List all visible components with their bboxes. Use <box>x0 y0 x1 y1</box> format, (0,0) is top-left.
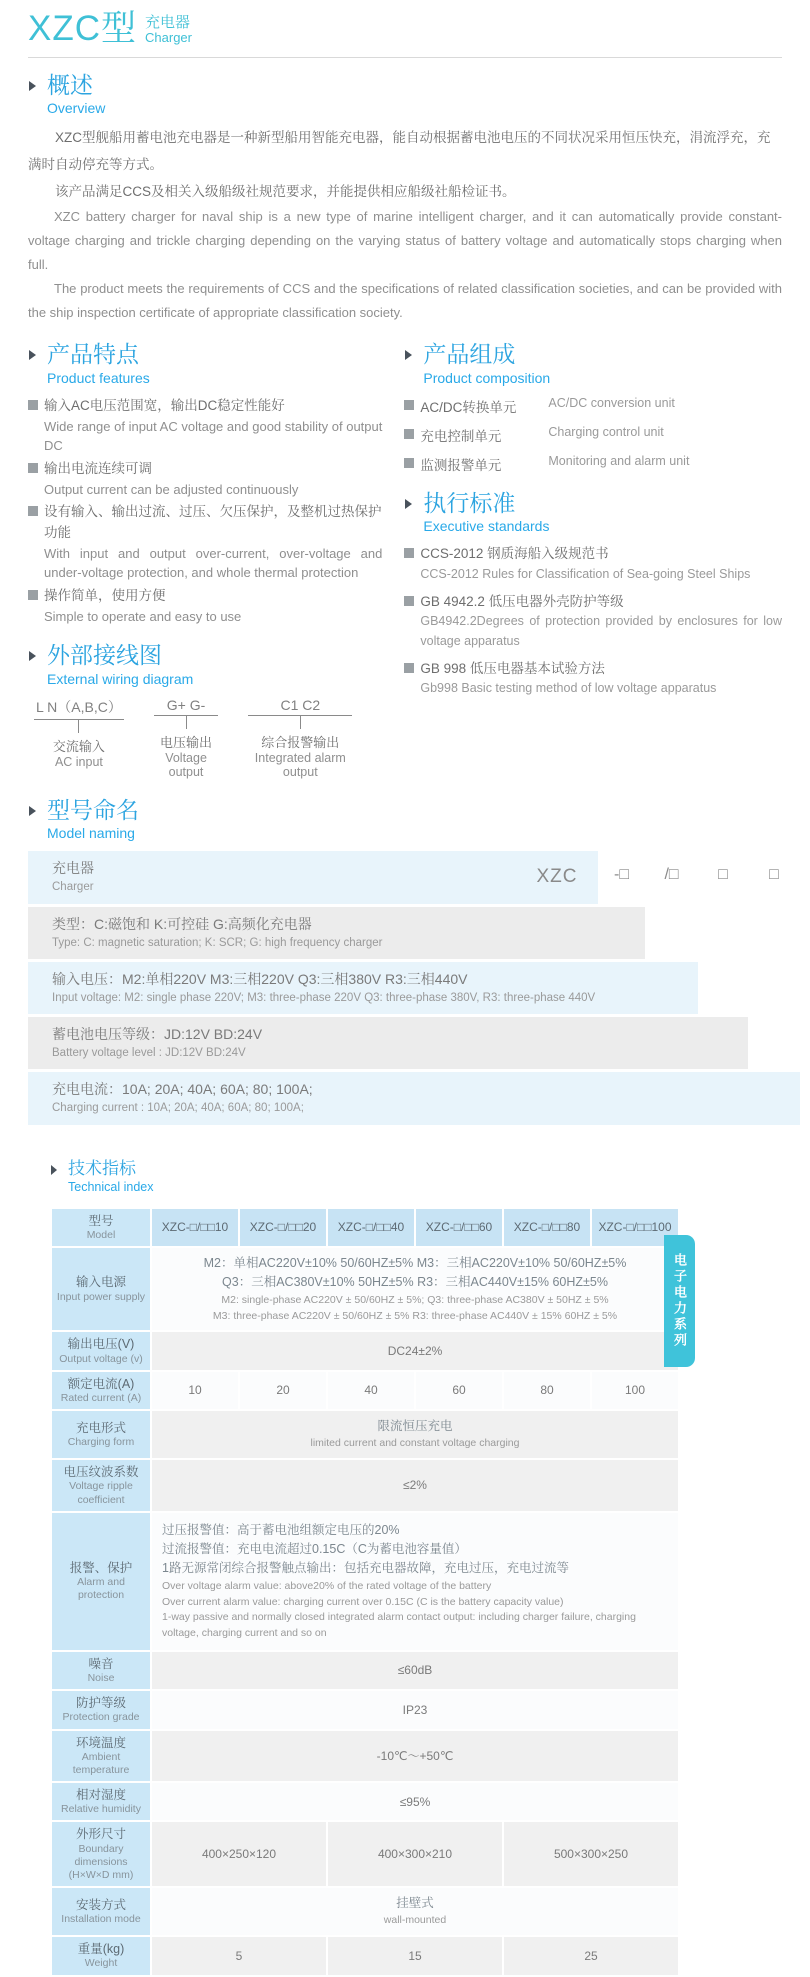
model-naming-staircase <box>28 851 800 1124</box>
triangle-bullet-icon <box>405 499 412 509</box>
terminal-tick <box>300 716 301 729</box>
tech-heading <box>50 1159 782 1195</box>
section-features <box>28 341 382 626</box>
label-en: Alarm and protection <box>77 1576 125 1602</box>
rated-current-cell: 40 <box>328 1372 414 1409</box>
feature-en: Output current can be adjusted continuously <box>44 481 299 497</box>
model-code-box-3: □ <box>718 866 728 884</box>
features-heading-en: Product features <box>47 369 150 386</box>
wiring-heading-zh: 外部接线图 <box>47 642 162 669</box>
naming-row-zh: 输入电压：M2:单相220V M3:三相220V Q3:三相380V R3:三相440V <box>52 970 468 987</box>
value-line: Q3：三相AC380V±10% 50HZ±5% R3：三相AC440V±15% 60HZ±5% <box>222 1275 608 1290</box>
noise-value-cell: ≤60dB <box>152 1652 678 1689</box>
terminal-group-ac <box>34 697 124 779</box>
feature-zh: 操作简单，使用方便 <box>44 587 166 603</box>
model-header-cell: XZC-□/□□60 <box>416 1209 502 1246</box>
terminal-zh: 综合报警输出 <box>261 734 340 750</box>
naming-row-charging-current <box>28 1072 800 1124</box>
overview-paragraph-zh-1: XZC型舰船用蓄电池充电器是一种新型船用智能充电器，能自动根据蓄电池电压的不同状况采用恒压快充，涓流浮充，充满时自动停充等方式。 <box>28 130 771 173</box>
standard-item <box>404 659 782 699</box>
terminal-zh: 交流输入 <box>52 738 105 754</box>
section-overview <box>28 72 782 326</box>
naming-row-en: Charger <box>52 881 94 894</box>
label-en: Input power supply <box>56 1290 146 1303</box>
composition-heading-en: Product composition <box>423 369 551 386</box>
composition-heading <box>404 341 782 386</box>
label-zh: 充电形式 <box>75 1420 126 1435</box>
overview-heading <box>28 72 782 117</box>
value-line: M2: single-phase AC220V ± 50/60HZ ± 5%; Q3: three-phase AC380V ± 50HZ ± 5% <box>221 1293 609 1306</box>
protection-value-cell: IP23 <box>152 1691 678 1728</box>
terminal-tick <box>78 720 79 733</box>
naming-row-en: Charging current : 10A; 20A; 40A; 60A; 80; 100A; <box>52 1102 304 1115</box>
composition-en: AC/DC conversion unit <box>548 395 675 410</box>
page-header <box>28 0 782 49</box>
row-label-cell <box>52 1652 150 1689</box>
label-zh: 额定电流(A) <box>67 1376 135 1391</box>
terminal-label: C1 C2 <box>248 697 352 716</box>
overview-heading-zh: 概述 <box>47 71 93 98</box>
dimensions-cell: 400×250×120 <box>152 1822 326 1886</box>
model-header-cell: XZC-□/□□80 <box>504 1209 590 1246</box>
terminal-en: AC input <box>54 754 103 769</box>
section-composition <box>404 341 782 474</box>
label-en: Output voltage (v) <box>59 1352 143 1365</box>
row-label-cell <box>52 1783 150 1820</box>
square-bullet-icon <box>404 596 414 606</box>
table-row-installation <box>52 1888 678 1935</box>
model-header-cell: XZC-□/□□40 <box>328 1209 414 1246</box>
naming-heading <box>28 797 782 842</box>
composition-zh: AC/DC转换单元 <box>420 399 517 415</box>
output-voltage-value-cell: DC24±2% <box>152 1332 678 1369</box>
value-line: Over voltage alarm value: above20% of the rated voltage of the battery <box>162 1579 492 1592</box>
value-line: 1路无源常闭综合报警触点输出：包括充电器故障，充电过压，充电过流等 <box>162 1561 569 1576</box>
overview-heading-en: Overview <box>47 99 106 116</box>
rated-current-cell: 60 <box>416 1372 502 1409</box>
section-model-naming <box>28 797 782 1125</box>
label-en: Noise <box>87 1672 115 1685</box>
product-title-en: Charger <box>145 30 192 46</box>
square-bullet-icon <box>28 590 38 600</box>
row-label-cell <box>52 1248 150 1330</box>
value-line: wall-mounted <box>383 1914 447 1927</box>
triangle-bullet-icon <box>29 806 36 816</box>
installation-value-cell <box>152 1888 678 1935</box>
model-code-box-4: □ <box>769 866 779 884</box>
composition-item <box>404 396 782 416</box>
square-bullet-icon <box>404 663 414 673</box>
table-row-alarm <box>52 1513 678 1650</box>
section-wiring-diagram <box>28 642 382 779</box>
composition-heading-zh: 产品组成 <box>423 341 516 368</box>
feature-en: Wide range of input AC voltage and good stability of output DC <box>44 418 383 454</box>
table-row-ripple <box>52 1460 678 1511</box>
table-row-model <box>52 1209 678 1246</box>
label-zh: 相对湿度 <box>75 1788 126 1803</box>
label-zh: 重量(kg) <box>77 1942 125 1957</box>
section-technical-index <box>50 1159 782 1977</box>
terminal-en: Voltage output <box>165 750 207 779</box>
feature-item <box>28 586 382 626</box>
label-zh: 型号 <box>88 1213 114 1228</box>
standard-en: GB4942.2Degrees of protection provided by enclosures for low voltage apparatus <box>420 614 782 648</box>
series-side-tab: 电子电力系列 <box>664 1235 695 1367</box>
composition-en: Charging control unit <box>548 424 664 439</box>
table-row-noise <box>52 1652 678 1689</box>
terminal-tick <box>186 716 187 729</box>
model-header-cell: XZC-□/□□20 <box>240 1209 326 1246</box>
terminal-label: L N（A,B,C） <box>34 697 124 720</box>
feature-zh: 设有输入、输出过流、过压、欠压保护，及整机过热保护功能 <box>44 504 382 541</box>
row-label-cell <box>52 1691 150 1728</box>
features-heading-zh: 产品特点 <box>47 341 139 368</box>
ripple-value-cell: ≤2% <box>152 1460 678 1511</box>
rated-current-cell: 80 <box>504 1372 590 1409</box>
section-standards <box>404 490 782 699</box>
feature-item <box>28 502 382 583</box>
label-en: Voltage ripple coefficient <box>69 1480 133 1506</box>
square-bullet-icon <box>404 400 414 410</box>
overview-paragraph-en-2: The product meets the requirements of CCS and the specifications of related classification societies, and can be provided with the ship inspection certificate of appropriate classification society. <box>28 281 782 321</box>
wiring-heading <box>28 642 382 687</box>
feature-zh: 输入AC电压范围宽，输出DC稳定性能好 <box>44 397 285 413</box>
label-en: Relative humidity <box>61 1803 141 1816</box>
product-title-stack <box>145 10 192 46</box>
table-row-protection <box>52 1691 678 1728</box>
standard-zh: GB 998 低压电器基本试验方法 <box>420 660 605 676</box>
feature-item <box>28 396 382 456</box>
terminal-group-voltage <box>154 697 218 779</box>
label-zh: 报警、保护 <box>69 1560 133 1575</box>
value-line: 过流报警值：充电电流超过0.15C（C为蓄电池容量值） <box>162 1542 467 1557</box>
naming-row-type <box>28 907 645 959</box>
header-divider <box>28 57 782 58</box>
naming-row-en: Input voltage: M2: single phase 220V; M3: three-phase 220V Q3: three-phase 380V, R3: three-phase 440V <box>52 991 596 1004</box>
table-row-rated-current <box>52 1372 678 1409</box>
label-en: Model <box>86 1228 116 1241</box>
value-line: M2：单相AC220V±10% 50/60HZ±5% M3：三相AC220V±10% 50/60HZ±5% <box>203 1256 627 1271</box>
label-en: Weight <box>84 1957 118 1970</box>
rated-current-cell: 10 <box>152 1372 238 1409</box>
feature-en: With input and output over-current, over-voltage and under-voltage protection, and whole thermal protection <box>44 545 383 581</box>
tech-heading-zh: 技术指标 <box>68 1158 136 1178</box>
label-en: Rated current (A) <box>60 1391 142 1404</box>
dimensions-cell: 400×300×210 <box>328 1822 502 1886</box>
table-row-ambient <box>52 1731 678 1782</box>
model-code-box-1: -□ <box>614 866 629 884</box>
wiring-heading-en: External wiring diagram <box>47 670 194 687</box>
rated-current-cell: 20 <box>240 1372 326 1409</box>
naming-row-input-voltage <box>28 962 698 1014</box>
product-title-zh: 充电器 <box>145 14 191 31</box>
triangle-bullet-icon <box>29 350 36 360</box>
model-code-box-2: /□ <box>664 866 679 884</box>
composition-en: Monitoring and alarm unit <box>548 453 690 468</box>
value-line: limited current and constant voltage charging <box>310 1437 520 1450</box>
charging-form-value-cell <box>152 1411 678 1458</box>
terminal-zh: 电压输出 <box>160 734 213 750</box>
standards-heading-en: Executive standards <box>423 518 550 535</box>
naming-heading-zh: 型号命名 <box>47 796 139 823</box>
standard-item <box>404 592 782 651</box>
dimensions-cell: 500×300×250 <box>504 1822 678 1886</box>
triangle-bullet-icon <box>29 81 36 91</box>
label-zh: 电压纹波系数 <box>63 1465 139 1480</box>
model-header-cell: XZC-□/□□10 <box>152 1209 238 1246</box>
value-line: 限流恒压充电 <box>377 1419 453 1434</box>
label-en: Boundary dimensions <box>74 1842 128 1868</box>
alarm-value-cell <box>152 1513 678 1650</box>
standards-heading <box>404 490 782 535</box>
value-line: Over current alarm value: charging current over 0.15C (C is the battery capacity value) <box>162 1595 564 1608</box>
standard-item <box>404 544 782 584</box>
value-line: 挂壁式 <box>396 1896 434 1911</box>
composition-item <box>404 425 782 445</box>
wiring-terminals <box>34 697 382 779</box>
square-bullet-icon <box>404 429 414 439</box>
weight-cell: 5 <box>152 1937 326 1974</box>
triangle-bullet-icon <box>29 651 36 661</box>
table-row-dimensions <box>52 1822 678 1886</box>
terminal-group-alarm <box>248 697 352 779</box>
table-row-humidity <box>52 1783 678 1820</box>
row-label-cell <box>52 1513 150 1650</box>
label-en: Ambient temperature <box>72 1750 130 1776</box>
label-en: Installation mode <box>61 1913 141 1926</box>
label-en: Protection grade <box>62 1711 140 1724</box>
right-column <box>382 341 782 779</box>
feature-item <box>28 459 382 499</box>
square-bullet-icon <box>28 506 38 516</box>
naming-row-en: Type: C: magnetic saturation; K: SCR; G: high frequency charger <box>52 936 383 949</box>
value-line: 1-way passive and normally closed integrated alarm contact output: including charger failure, charging voltage, charging current and so on <box>162 1611 636 1640</box>
label-unit: (H×W×D mm) <box>68 1868 134 1881</box>
label-en: Charging form <box>67 1436 135 1449</box>
table-row-charging-form <box>52 1411 678 1458</box>
standard-en: Gb998 Basic testing method of low voltage apparatus <box>420 681 717 696</box>
label-zh: 防护等级 <box>75 1696 126 1711</box>
label-zh: 输出电压(V) <box>67 1337 135 1352</box>
square-bullet-icon <box>404 458 414 468</box>
label-zh: 环境温度 <box>75 1735 126 1750</box>
value-line: 过压报警值：高于蓄电池组额定电压的20% <box>162 1522 400 1537</box>
naming-row-battery-level <box>28 1017 748 1069</box>
triangle-bullet-icon <box>405 350 412 360</box>
two-column-area <box>28 341 782 779</box>
model-code: XZC <box>536 866 578 888</box>
label-zh: 安装方式 <box>75 1897 126 1912</box>
tech-heading-en: Technical index <box>68 1180 154 1195</box>
rated-current-cell: 100 <box>592 1372 678 1409</box>
square-bullet-icon <box>28 400 38 410</box>
model-header-cell: XZC-□/□□100 <box>592 1209 678 1246</box>
left-column <box>28 341 382 779</box>
terminal-label: G+ G- <box>154 697 218 716</box>
composition-item <box>404 454 782 474</box>
naming-row-charger <box>28 851 598 903</box>
features-heading <box>28 341 382 386</box>
row-label-cell <box>52 1332 150 1369</box>
standards-heading-zh: 执行标准 <box>423 489 516 516</box>
row-label-cell <box>52 1411 150 1458</box>
row-label-cell <box>52 1460 150 1511</box>
label-zh: 输入电源 <box>75 1275 126 1290</box>
standard-zh: CCS-2012 钢质海船入级规范书 <box>420 546 609 562</box>
table-row-output-voltage <box>52 1332 678 1369</box>
square-bullet-icon <box>28 463 38 473</box>
weight-cell: 15 <box>328 1937 502 1974</box>
triangle-bullet-icon <box>51 1165 57 1175</box>
label-zh: 噪音 <box>88 1656 114 1671</box>
label-zh: 外形尺寸 <box>75 1827 126 1842</box>
row-label-cell <box>52 1731 150 1782</box>
row-label-cell <box>52 1822 150 1886</box>
weight-cell: 25 <box>504 1937 678 1974</box>
product-series-title: XZC型 <box>28 9 138 48</box>
square-bullet-icon <box>404 548 414 558</box>
naming-row-en: Battery voltage level : JD:12V BD:24V <box>52 1047 246 1060</box>
input-power-value-cell <box>152 1248 678 1330</box>
table-row-input-power <box>52 1248 678 1330</box>
feature-zh: 输出电流连续可调 <box>44 460 152 476</box>
composition-zh: 充电控制单元 <box>420 428 502 444</box>
value-line: M3: three-phase AC220V ± 50/60HZ ± 5% R3: three-phase AC440V ± 15% 60HZ ± 5% <box>212 1309 618 1322</box>
naming-row-zh: 充电电流：10A; 20A; 40A; 60A; 80; 100A; <box>52 1081 313 1098</box>
model-label-cell <box>52 1209 150 1246</box>
ambient-value-cell: -10℃～+50℃ <box>152 1731 678 1782</box>
humidity-value-cell: ≤95% <box>152 1783 678 1820</box>
overview-paragraph-zh-2: 该产品满足CCS及相关入级船级社规范要求，并能提供相应船级社船检证书。 <box>55 184 516 200</box>
naming-row-zh: 充电器 <box>52 860 94 877</box>
row-label-cell <box>52 1888 150 1935</box>
row-label-cell <box>52 1937 150 1974</box>
feature-en: Simple to operate and easy to use <box>44 608 242 624</box>
technical-index-table <box>50 1207 680 1977</box>
standard-en: CCS-2012 Rules for Classification of Sea-going Steel Ships <box>420 566 751 581</box>
row-label-cell <box>52 1372 150 1409</box>
table-row-weight <box>52 1937 678 1974</box>
naming-heading-en: Model naming <box>47 825 135 842</box>
terminal-en: Integrated alarm output <box>254 750 346 779</box>
standard-zh: GB 4942.2 低压电器外壳防护等级 <box>420 593 624 609</box>
composition-zh: 监测报警单元 <box>420 457 502 473</box>
naming-row-zh: 类型：C:磁饱和 K:可控硅 G:高频化充电器 <box>52 915 312 932</box>
naming-row-zh: 蓄电池电压等级：JD:12V BD:24V <box>52 1026 263 1043</box>
overview-paragraph-en-1: XZC battery charger for naval ship is a new type of marine intelligent charger, and it can automatically provide constant-voltage charging and trickle charging depending on the varying status of battery voltage and automatically stops charging when full. <box>28 209 782 273</box>
